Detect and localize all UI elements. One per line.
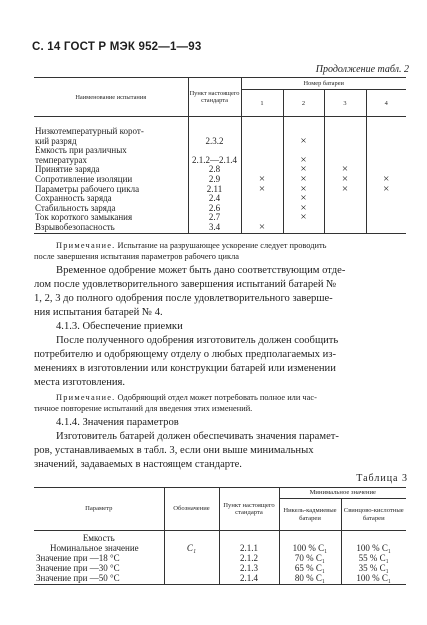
- note-1-line-2: после завершения испытания параметров рабочего цикла: [34, 252, 240, 261]
- col-header-batteries: Номер батареи: [241, 78, 406, 90]
- section-heading-414: 4.1.4. Значения параметров: [56, 417, 179, 428]
- table-row: Емкость при различных: [34, 146, 406, 156]
- paragraph-line: После полученного одобрения изготовитель должен сообщить: [56, 335, 339, 346]
- table-row: Сопротивление изоляции 2.9 × × × ×: [34, 175, 406, 185]
- col-header-lead: Свинцово-кислотные батареи: [341, 499, 406, 531]
- table-row: Принятие заряда 2.8 × ×: [34, 165, 406, 175]
- note-1-line-1: Примечание. Испытание на разрушающее ускорение следует проводить: [56, 241, 327, 250]
- table-row: Параметры рабочего цикла 2.11 × × × ×: [34, 185, 406, 195]
- col-header-battery-1: 1: [241, 90, 283, 117]
- table-row: кий разряд 2.3.2 ×: [34, 137, 406, 147]
- paragraph-line: потребителю и одобряющему отделу о любых предполагаемых из-: [34, 349, 337, 360]
- note-2-line-1: Примечание. Одобряющий отдел может потребовать полное или час-: [56, 393, 317, 402]
- col-header-min-value: Минимальное значение: [279, 488, 406, 499]
- table-3-title: Таблица 3: [356, 473, 408, 484]
- table-row: Значение при —30 °С 2.1.3 65 % C₁ 35 % C₁: [34, 564, 406, 574]
- table-row: Низкотемпературный корот-: [34, 127, 406, 137]
- col-header-battery-4: 4: [366, 90, 406, 117]
- col-header-symbol: Обозначение: [164, 488, 219, 531]
- table-row: Взрывобезопасность 3.4 ×: [34, 223, 406, 233]
- table-row: Ток короткого замыкания 2.7 ×: [34, 213, 406, 223]
- section-heading-413: 4.1.3. Обеспечение приемки: [56, 321, 183, 332]
- test-matrix-table: [34, 77, 406, 234]
- col-header-battery-2: 2: [283, 90, 324, 117]
- table-row: Стабильность заряда 2.6 ×: [34, 204, 406, 214]
- paragraph-line: 1, 2, 3 до полного одобрения после удовлетворительного заверше-: [34, 293, 333, 304]
- note-2-line-2: тичное повторение испытаний для введения этих изменений.: [34, 404, 253, 413]
- paragraph-line: ния испытания батарей № 4.: [34, 307, 163, 318]
- table-row: Значение при —18 °С 2.1.2 70 % C₁ 55 % C₁: [34, 554, 406, 564]
- paragraph-line: лом после удовлетворительного завершения испытаний батарей №: [34, 279, 337, 290]
- table-continuation-label: Продолжение табл. 2: [315, 64, 409, 75]
- col-header-param: Параметр: [34, 488, 164, 531]
- col-header-clause: Пункт настоящего стандарта: [188, 78, 241, 117]
- col-header-clause: Пункт настоящего стандарта: [219, 488, 279, 531]
- paragraph-line: менениях в изготовлении или конструкции батарей или изменении: [34, 363, 336, 374]
- paragraph-line: Изготовитель батарей должен обеспечивать значения парамет-: [56, 431, 339, 442]
- paragraph-line: ров, устанавливаемых в табл. 3, если они выше минимальных: [34, 445, 314, 456]
- col-header-nicd: Никель-кадмиевые батареи: [279, 499, 341, 531]
- table-row: Номинальное значение C₁ 2.1.1 100 % C₁ 100 % C₁: [34, 544, 406, 554]
- capacity-group-label: Емкость: [82, 533, 115, 544]
- table-row: Сохранность заряда 2.4 ×: [34, 194, 406, 204]
- paragraph-line: места изготовления.: [34, 377, 126, 388]
- paragraph-line: Временное одобрение может быть дано соответствующим отде-: [56, 265, 346, 276]
- table-row: Значение при —50 °С 2.1.4 80 % C₁ 100 % C₁: [34, 574, 406, 585]
- paragraph-line: значений, задаваемых в настоящем стандарте.: [34, 459, 242, 470]
- page-header: С. 14 ГОСТ Р МЭК 952—1—93: [32, 41, 202, 53]
- parameters-table: [34, 487, 406, 585]
- capacity-symbol: C₁: [164, 544, 219, 554]
- col-header-battery-3: 3: [324, 90, 366, 117]
- table-row: температурах 2.1.2—2.1.4 ×: [34, 156, 406, 166]
- col-header-test-name: Наименование испытания: [34, 78, 188, 117]
